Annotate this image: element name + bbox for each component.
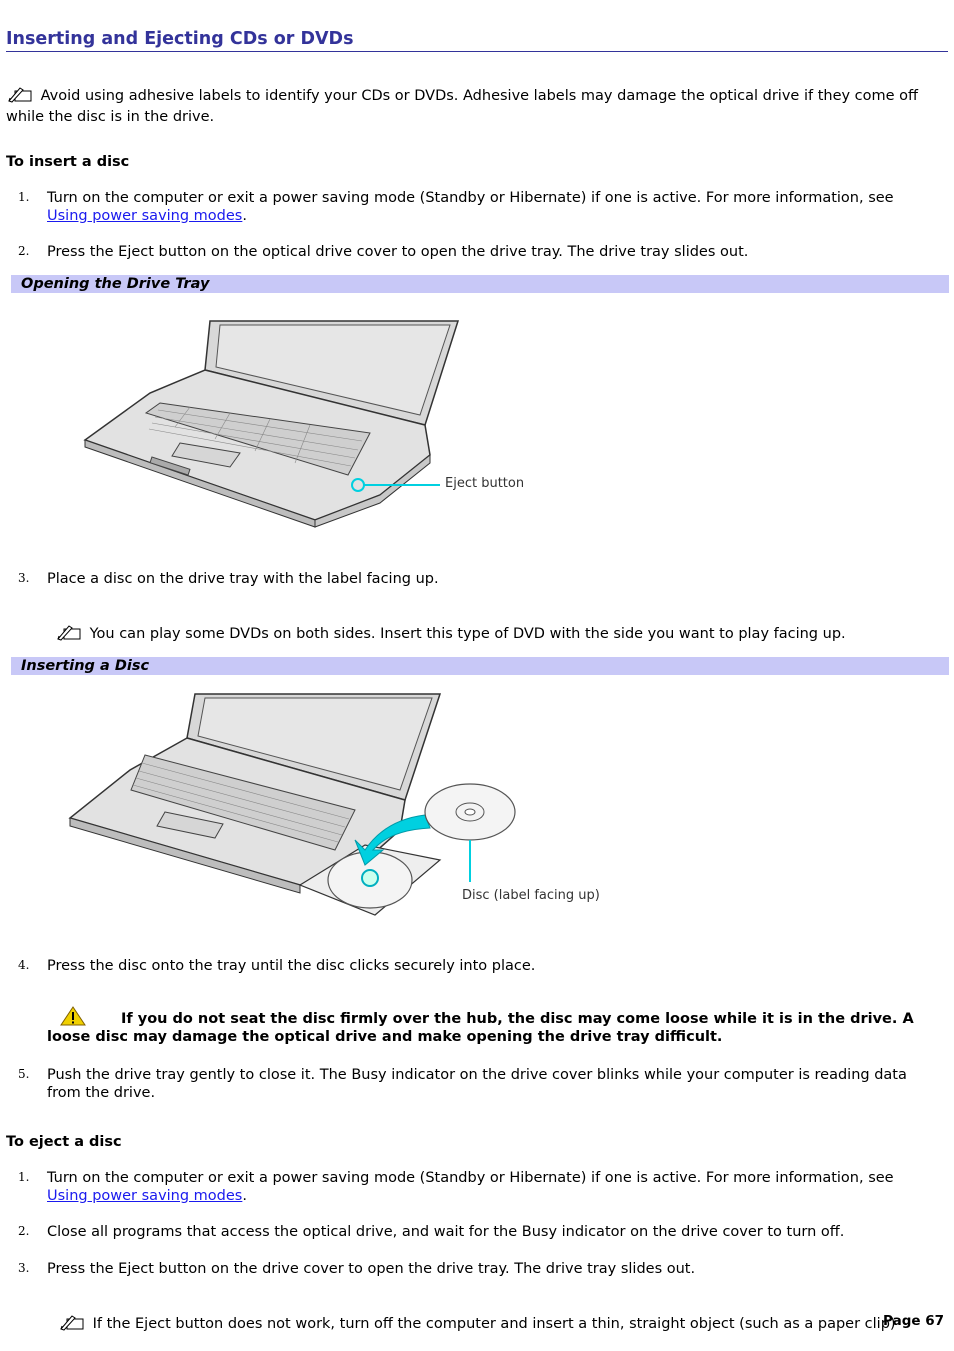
eject-step-1-after: . [242,1187,247,1204]
power-saving-link[interactable]: Using power saving modes [47,207,243,224]
eject-step-1-number: 1. [18,1170,30,1184]
eject-step-2-number: 2. [18,1224,30,1238]
power-saving-link[interactable]: Using power saving modes [47,1187,243,1204]
insert-step-4-number: 4. [18,958,30,972]
insert-step-1-text: Turn on the computer or exit a power saving mode (Standby or Hibernate) if one is active. For more information, see [47,190,894,206]
eject-button-callout: Eject button [445,476,525,491]
eject-step-1-text: Turn on the computer or exit a power saving mode (Standby or Hibernate) if one is active. For more information, see [47,1170,894,1186]
figure-opening-drive-tray [80,315,550,530]
note-pencil-icon [55,623,85,647]
insert-step-2-number: 2. [18,244,30,258]
insert-step-1-after: . [242,207,247,224]
figure-inserting-disc [65,690,625,925]
note-labels-text: Avoid using adhesive labels to identify your CDs or DVDs. Adhesive labels may damage the optical drive if they come off while the disc is in the drive. [6,88,919,125]
eject-step-3: Press the Eject button on the drive cover to open the drive tray. The drive tray slides out. [47,1261,696,1277]
note-both-sides [55,623,935,647]
eject-step-2: Close all programs that access the optical drive, and wait for the Busy indicator on the drive cover to turn off. [47,1224,845,1240]
note-both-sides-text: You can play some DVDs on both sides. Insert this type of DVD with the side you want to play facing up. [89,626,846,642]
page-title: Inserting and Ejecting CDs or DVDs [6,29,948,52]
insert-step-4: Press the disc onto the tray until the disc clicks securely into place. [47,958,536,974]
eject-heading: To eject a disc [6,1134,122,1150]
note-pencil-icon [6,85,36,109]
insert-step-5: Push the drive tray gently to close it. The Busy indicator on the drive cover blinks while your computer is reading data from the drive. [47,1067,907,1101]
warning-text: If you do not seat the disc firmly over the hub, the disc may come loose while it is in the drive. A loose disc may damage the optical drive and make opening the drive tray difficult. [47,1011,914,1045]
note-eject-fail [58,1313,938,1337]
note-pencil-icon [58,1313,88,1337]
note-labels [6,85,936,126]
disc-callout: Disc (label facing up) [462,888,600,903]
page-number: Page 67 [883,1313,944,1329]
eject-step-3-number: 3. [18,1261,30,1275]
insert-step-1-number: 1. [18,190,30,204]
note-eject-fail-text: If the Eject button does not work, turn off the computer and insert a thin, straight object (such as a paper clip) [92,1316,896,1332]
insert-heading: To insert a disc [6,154,130,170]
insert-step-2: Press the Eject button on the optical drive cover to open the drive tray. The drive tray slides out. [47,244,749,260]
insert-step-3: Place a disc on the drive tray with the label facing up. [47,571,439,587]
insert-step-5-number: 5. [18,1067,30,1081]
eject-step-1 [47,1170,927,1205]
insert-step-3-number: 3. [18,571,30,585]
figure-caption-inserting-disc: Inserting a Disc [11,657,949,675]
insert-step-1 [47,190,927,225]
figure-caption-opening-tray: Opening the Drive Tray [11,275,949,293]
